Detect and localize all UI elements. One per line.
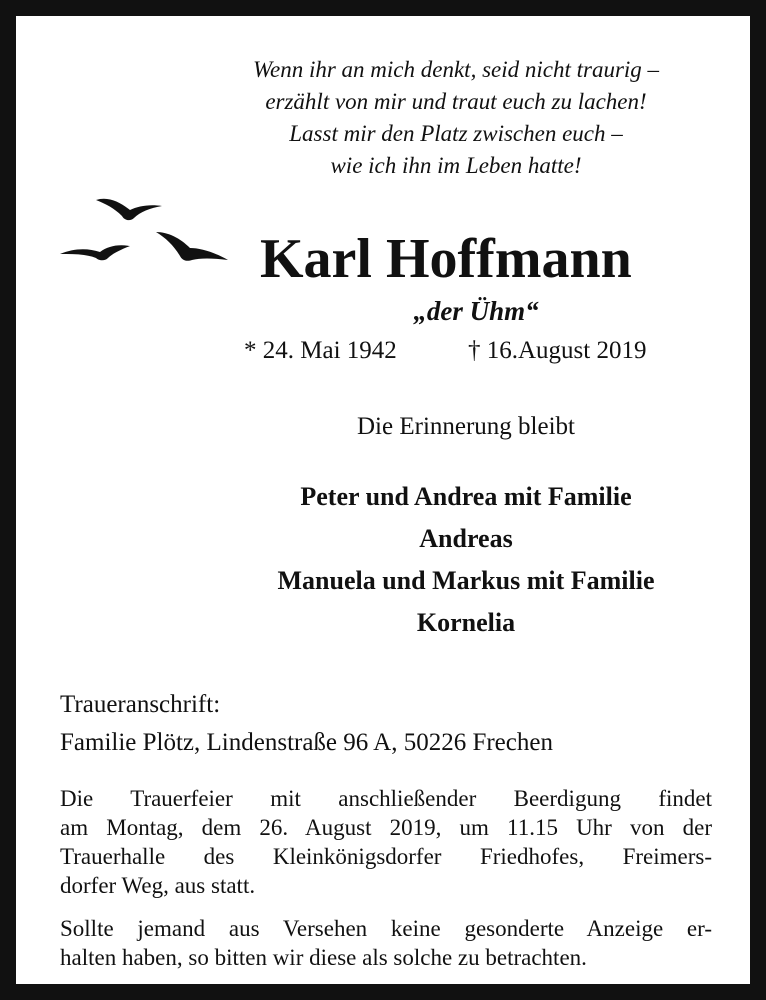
ceremony-paragraph [60, 784, 712, 900]
birth-date: * 24. Mai 1942 [244, 337, 397, 364]
deceased-nickname: „der Ühm“ [413, 296, 539, 326]
paragraph-line: Sollte jemand aus Versehen keine gesonderte Anzeige er- [60, 916, 712, 941]
mourner: Kornelia [416, 608, 516, 637]
paragraph-line: Trauerhalle des Kleinkönigsdorfer Friedhofes, Freimers- [60, 844, 712, 869]
memorial-poem [196, 54, 716, 182]
address-value: Familie Plötz, Lindenstraße 96 A, 50226 Frechen [60, 729, 553, 756]
paragraph-line: Die Trauerfeier mit anschließender Beerdigung findet [60, 786, 712, 811]
death-date: † 16.August 2019 [468, 337, 647, 364]
notice-paragraph [60, 914, 712, 972]
paragraph-line: halten haben, so bitten wir diese als solche zu betrachten. [60, 945, 587, 970]
paragraph-line: am Montag, dem 26. August 2019, um 11.15 Uhr von der [60, 815, 712, 840]
mourner: Andreas [419, 524, 513, 553]
paragraph-line: dorfer Weg, aus statt. [60, 873, 256, 898]
address-label: Traueranschrift: [60, 691, 221, 718]
poem-line: erzählt von mir und traut euch zu lachen! [265, 89, 647, 114]
deceased-name: Karl Hoffmann [260, 228, 632, 290]
memory-line: Die Erinnerung bleibt [357, 413, 575, 440]
mourner: Peter und Andrea mit Familie [300, 482, 632, 511]
poem-line: wie ich ihn im Leben hatte! [330, 153, 582, 178]
mourner: Manuela und Markus mit Familie [277, 566, 655, 595]
poem-line: Wenn ihr an mich denkt, seid nicht traurig – [252, 57, 660, 82]
poem-line: Lasst mir den Platz zwischen euch – [289, 121, 623, 146]
mourners-list [206, 476, 726, 644]
obituary-card [16, 16, 750, 984]
birds-icon [58, 188, 258, 288]
